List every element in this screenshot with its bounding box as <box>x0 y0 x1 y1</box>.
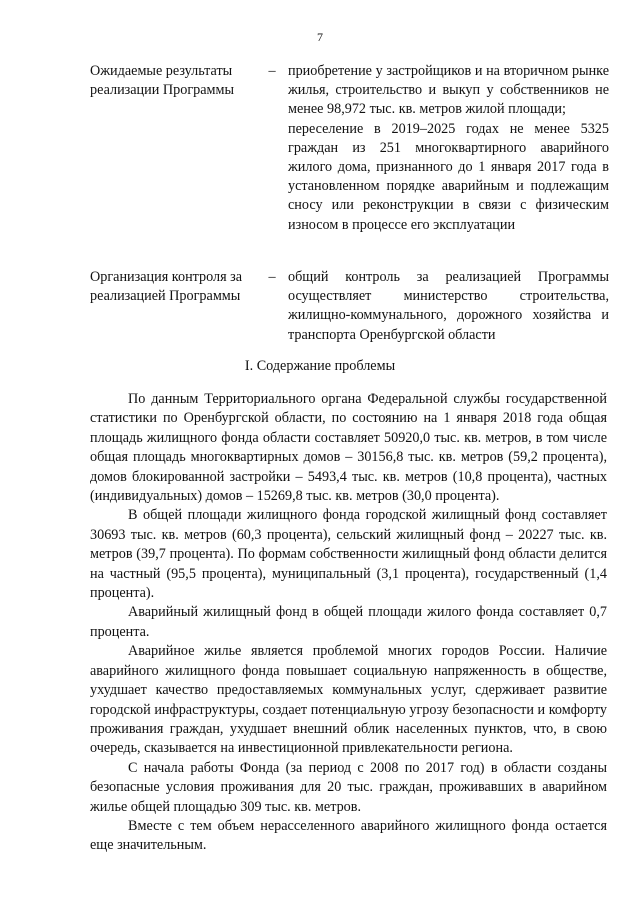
page-number: 7 <box>317 30 323 44</box>
passport-row-value <box>288 268 609 345</box>
body-paragraph: Аварийный жилищный фонд в общей площади жилого фонда составляет 0,7 процента. <box>90 604 607 640</box>
passport-row-label: Ожидаемые результаты реализации Программы <box>90 63 235 98</box>
passport-row-paragraph: переселение в 2019–2025 годах не менее 5325 граждан из 251 многоквартирного аварийного жилого дома, признанного до 1 января 2017 года в установленном порядке аварийным и подлежащим сносу или реконструкции в связи с физическим износом в процессе его эксплуатации <box>288 120 609 233</box>
body-paragraph: В общей площади жилищного фонда городской жилищный фонд составляет 30693 тыс. кв. метров (60,3 процента), сельский жилищный фонд – 20227 тыс. кв. метров (39,7 процента). По формам собственности жилищный фонд области делится на частный (95,5 процента), муниципальный (3,1 процента), государственный (1,4 процента). <box>90 507 607 602</box>
passport-row-label: Организация контроля за реализацией Программы <box>90 269 243 304</box>
passport-row-value <box>288 62 609 235</box>
passport-row-paragraph: приобретение у застройщиков и на вторичном рынке жилья, строительство и выкуп у собственников не менее 98,972 тыс. кв. метров жилой площади; <box>288 63 609 118</box>
body-paragraph: Аварийное жилье является проблемой многих городов России. Наличие аварийного жилищного фонда повышает социальную напряженность в обществе, ухудшает качество предоставляемых коммунальных услуг, сдерживает развитие городской инфраструктуры, создает потенциальную угрозу безопасности и комфорту проживания граждан, ухудшает внешний облик населенных пунктов, что, в свою очередь, сказывается на инвестиционной привлекательности региона. <box>90 643 607 757</box>
passport-row-dash: – <box>268 269 276 285</box>
body-paragraph: По данным Территориального органа Федеральной службы государственной статистики по Оренбургской области, по состоянию на 1 января 2018 года общая площадь жилищного фонда области составляет 50920,0 тыс. кв. метров, в том числе общая площадь многоквартирных домов – 30156,8 тыс. кв. метров (59,2 процента), домов блокированной застройки – 5493,4 тыс. кв. метров (10,8 процента), частных (индивидуальных) домов – 15269,8 тыс. кв. метров (30,0 процента). <box>90 391 607 505</box>
passport-row-paragraph: общий контроль за реализацией Программы осуществляет министерство строительства, жилищно-коммунального, дорожного хозяйства и транспорта Оренбургской области <box>288 269 609 343</box>
section-heading: I. Содержание проблемы <box>244 358 396 374</box>
body-paragraph: Вместе с тем объем нерасселенного аварийного жилищного фонда остается еще значительным. <box>90 817 607 854</box>
body-paragraph: С начала работы Фонда (за период с 2008 по 2017 год) в области созданы безопасные условия проживания для 20 тыс. граждан, проживавших в аварийном жилье общей площадью 309 тыс. кв. метров. <box>90 759 607 815</box>
body-text <box>90 390 607 856</box>
passport-row-dash: – <box>268 63 276 79</box>
